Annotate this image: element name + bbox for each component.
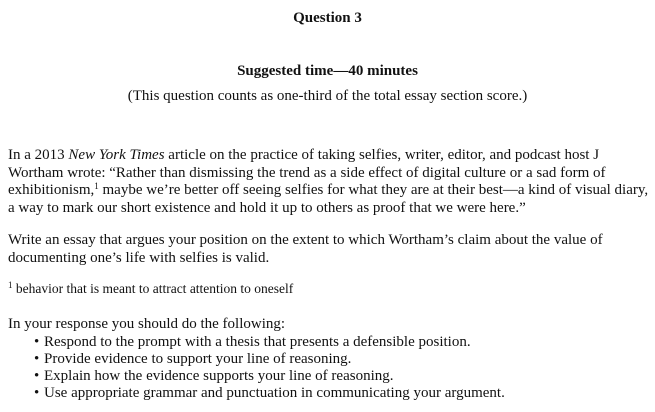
prompt-quote-end: maybe we’re better off seeing selfies for what they are at their best—a kind of visual diary, a way to mark our short existence and hold it up to others as proof that we were here.” [8,182,649,216]
footnote-text: behavior that is meant to attract attention to oneself [15,281,294,296]
instructions-lead: In your response you should do the following: [8,316,286,332]
instruction-item [34,351,505,368]
essay-task: Write an essay that argues your position on the extent to which Wortham’s claim about the value of documenting one’s life with selfies is valid. [8,232,603,266]
prompt-passage [8,147,655,217]
footnote [8,281,293,297]
instruction-item [34,368,505,385]
bullet-icon: • [34,368,40,384]
bullet-icon: • [34,334,40,350]
instruction-text: Explain how the evidence supports your line of reasoning. [44,368,394,384]
instruction-text: Use appropriate grammar and punctuation in communicating your argument. [44,385,505,401]
instruction-list [34,334,505,402]
footnote-number: 1 [8,280,13,290]
instruction-text: Respond to the prompt with a thesis that presents a defensible position. [44,334,471,350]
prompt-lead: In a 2013 [8,147,69,163]
bullet-icon: • [34,351,40,367]
question-title: Question 3 [293,10,362,26]
publication-title: New York Times [68,147,165,163]
suggested-time: Suggested time—40 minutes [237,63,418,79]
instruction-item [34,334,505,351]
instruction-item [34,385,505,402]
prompt-quote-start: article on the practice of taking selfies, writer, editor, and podcast host J Wortham wrote: “Rather than dismissing the trend as a side effect of digital culture or a sad form of exhibitionism, [8,147,606,198]
footnote-reference: 1 [94,181,99,191]
bullet-icon: • [34,385,40,401]
score-weight-note: (This question counts as one-third of the total essay section score.) [127,88,528,104]
instruction-text: Provide evidence to support your line of reasoning. [44,351,352,367]
